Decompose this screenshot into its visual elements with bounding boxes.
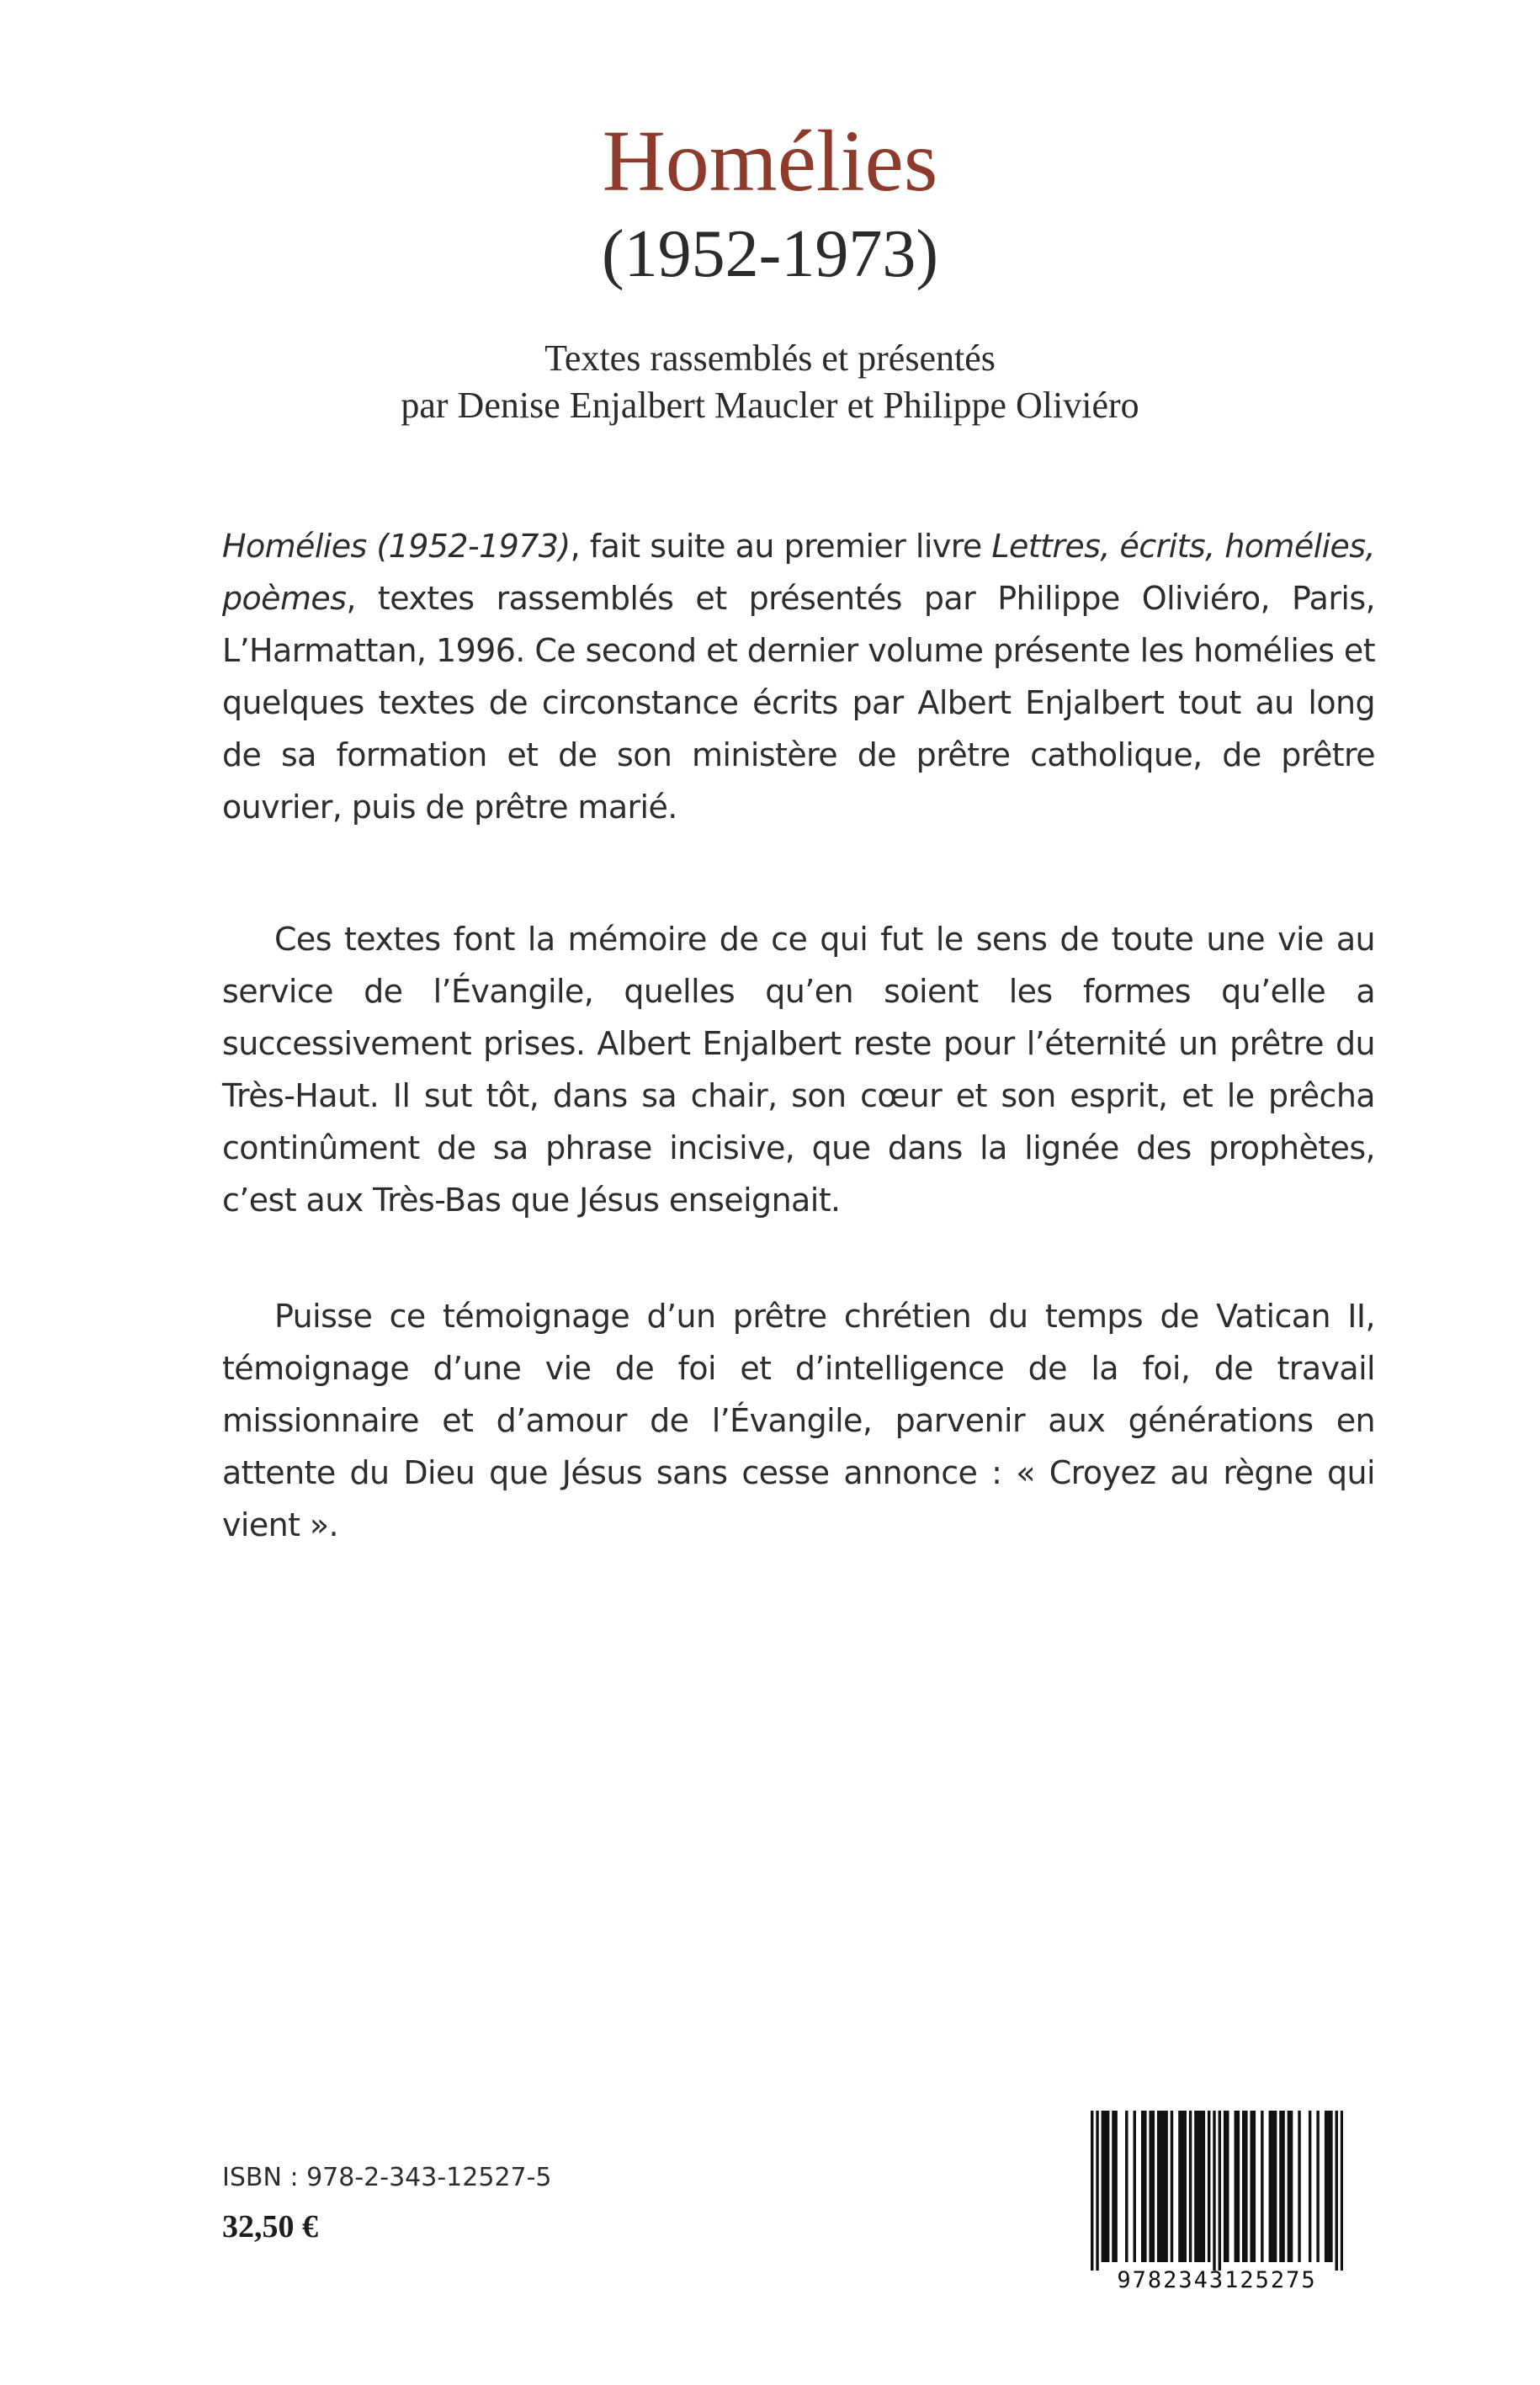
barcode-bar <box>1219 2111 1221 2271</box>
barcode-bar <box>1112 2111 1114 2262</box>
barcode-bar <box>1152 2111 1155 2262</box>
barcode-bar <box>1184 2111 1187 2262</box>
barcode-bar <box>1114 2111 1117 2262</box>
price-text: 32,50 € <box>222 2209 318 2244</box>
book-years: (1952-1973) <box>602 217 938 291</box>
italic-book-title: Lettres, écrits, homélies, poèmes <box>222 528 1375 617</box>
barcode-bar <box>1327 2111 1330 2262</box>
barcode-bar <box>1341 2111 1343 2271</box>
barcode-bar <box>1325 2111 1327 2262</box>
p1-text-a: , fait suite au premier livre <box>570 528 992 565</box>
summary-paragraph-2: Ces textes font la mémoire de ce qui fut le sens de toute une vie au service de l’Évangile, quelles qu’en soient les formes qu’elle a successivement prises. Albert Enjalbert reste pour l’éternité un prêtre du Très-Haut. Il sut tôt, dans sa chair, son cœur et son esprit, et le prêcha continûment de sa phrase incisive, que dans la lignée des prophètes, c’est aux Très-Bas que Jésus enseignait. <box>222 921 1375 1219</box>
credit-line-1: Textes rassemblés et présentés <box>544 337 996 379</box>
barcode-bar <box>1144 2111 1146 2262</box>
barcode-bar <box>1274 2111 1277 2262</box>
summary-paragraph-1 <box>222 520 1375 833</box>
barcode-bar <box>1091 2111 1093 2271</box>
barcode-bar <box>1298 2111 1300 2262</box>
barcode-bar <box>1261 2111 1263 2262</box>
barcode-bar <box>1165 2111 1167 2262</box>
barcode-bar <box>1272 2111 1274 2262</box>
p1-text-b: , textes rassemblés et présentés par Philippe Oliviéro, Paris, L’Harmattan, 1996. Ce second et dernier volume présente les homélies et quelques textes de circonstance écrits par Albert Enjalbert tout au long de sa formation et de son ministère de prêtre catholique, de prêtre ouvrier, puis de prêtre marié. <box>222 580 1375 826</box>
barcode <box>1091 2111 1343 2296</box>
barcode-bar <box>1330 2111 1332 2262</box>
barcode-bar <box>1157 2111 1160 2262</box>
barcode-bar <box>1178 2111 1181 2262</box>
barcode-bars <box>1091 2111 1343 2271</box>
barcode-bar <box>1288 2111 1290 2262</box>
editors-credit <box>0 335 1540 429</box>
barcode-bar <box>1149 2111 1151 2262</box>
credit-line-2: par Denise Enjalbert Maucler et Philippe Oliviéro <box>401 385 1139 426</box>
book-title: Homélies <box>602 113 938 210</box>
barcode-bar <box>1104 2111 1107 2262</box>
barcode-bar <box>1213 2111 1215 2271</box>
barcode-bar <box>1253 2111 1256 2262</box>
barcode-bar <box>1316 2111 1319 2262</box>
barcode-bar <box>1134 2111 1136 2262</box>
barcode-bar <box>1189 2111 1192 2262</box>
barcode-bar <box>1203 2111 1205 2262</box>
barcode-bar <box>1208 2111 1210 2262</box>
barcode-bar <box>1197 2111 1199 2262</box>
barcode-bar <box>1226 2111 1229 2262</box>
barcode-bar <box>1336 2111 1338 2271</box>
barcode-bar <box>1242 2111 1245 2262</box>
barcode-bar <box>1237 2111 1240 2262</box>
barcode-bar <box>1194 2111 1197 2262</box>
barcode-bar <box>1269 2111 1272 2262</box>
barcode-bar <box>1250 2111 1252 2262</box>
barcode-bar <box>1290 2111 1293 2262</box>
barcode-bar <box>1162 2111 1165 2262</box>
barcode-bar <box>1309 2111 1311 2262</box>
barcode-bar <box>1107 2111 1109 2262</box>
barcode-bar <box>1279 2111 1282 2262</box>
barcode-bar <box>1245 2111 1247 2262</box>
barcode-bar <box>1171 2111 1173 2262</box>
barcode-bar <box>1096 2111 1098 2271</box>
barcode-digits: 9782343125275 <box>1117 2267 1317 2293</box>
barcode-bar <box>1235 2111 1237 2262</box>
summary-paragraph-3: Puisse ce témoignage d’un prêtre chrétien du temps de Vatican II, témoignage d’une vie de foi et d’intelligence de la foi, de travail missionnaire et d’amour de l’Évangile, parvenir aux générations en attente du Dieu que Jésus sans cesse annonce : « Croyez au règne qui vient ». <box>222 1298 1375 1543</box>
barcode-bar <box>1141 2111 1144 2262</box>
barcode-bar <box>1160 2111 1162 2262</box>
barcode-bar <box>1282 2111 1284 2262</box>
isbn-text: ISBN : 978-2-343-12527-5 <box>222 2163 552 2192</box>
barcode-bar <box>1199 2111 1202 2262</box>
barcode-bar <box>1125 2111 1128 2262</box>
italic-title: Homélies (1952-1973) <box>222 528 571 565</box>
barcode-bar <box>1181 2111 1183 2262</box>
barcode-bar <box>1102 2111 1104 2262</box>
barcode-bar <box>1224 2111 1226 2262</box>
